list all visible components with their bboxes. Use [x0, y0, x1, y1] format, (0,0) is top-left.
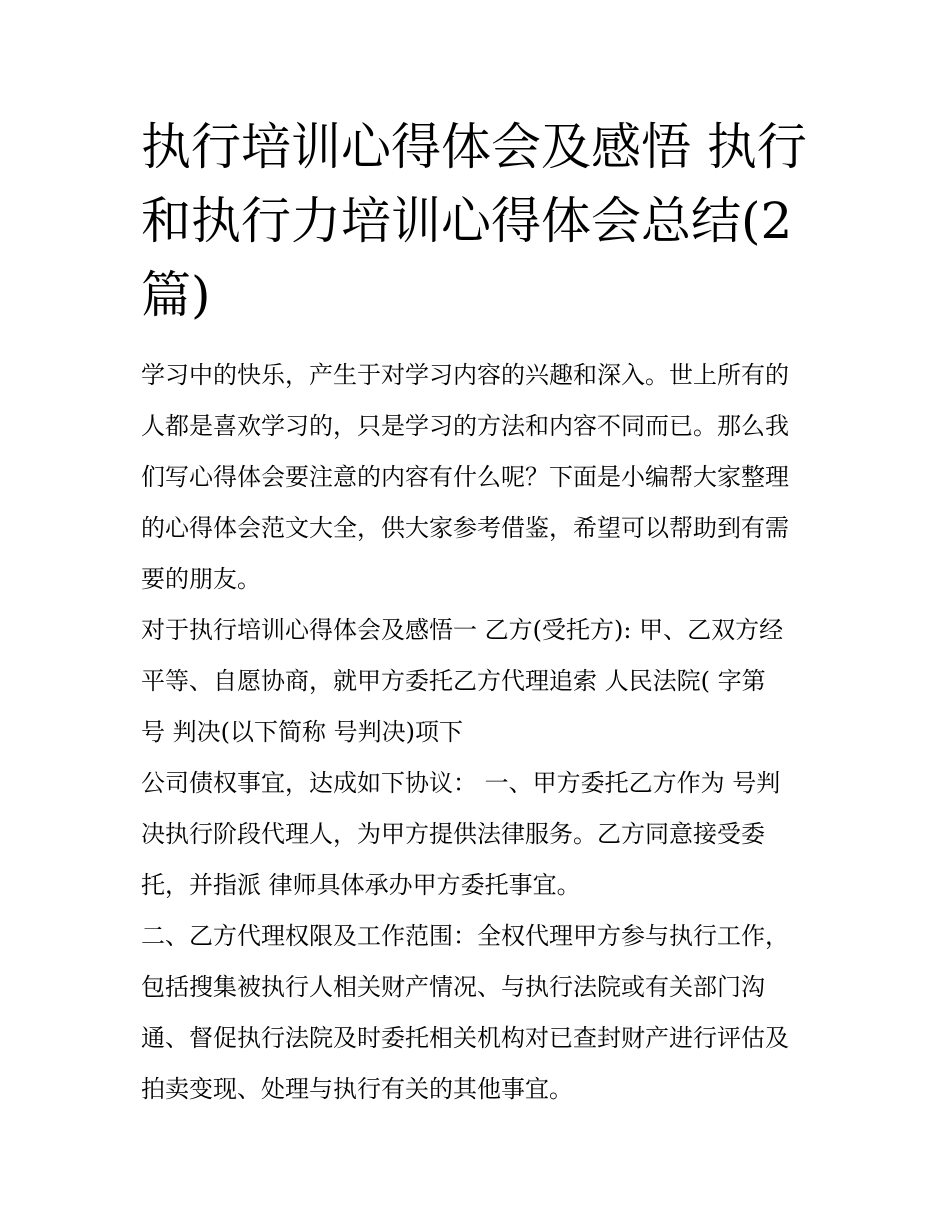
intro-paragraph: [141, 350, 821, 605]
paragraph-line: 平等、自愿协商，就甲方委托乙方代理追索 人民法院( 字第: [141, 667, 766, 695]
section-one-paragraph: [141, 605, 821, 758]
paragraph-line: 要的朋友。: [141, 565, 261, 593]
paragraph-line: 号 判决(以下简称 号判决)项下: [141, 718, 463, 746]
paragraph-line: 决执行阶段代理人，为甲方提供法律服务。乙方同意接受委: [141, 820, 765, 848]
paragraph-line: 通、督促执行法院及时委托相关机构对已查封财产进行评估及: [141, 1024, 789, 1052]
document-title: [141, 110, 821, 332]
document-body: [141, 110, 821, 1115]
paragraph-line: 包括搜集被执行人相关财产情况、与执行法院或有关部门沟: [141, 973, 765, 1001]
title-line: 和执行力培训心得体会总结(2: [141, 192, 793, 250]
paragraph-line: 的心得体会范文大全，供大家参考借鉴，希望可以帮助到有需: [141, 514, 789, 542]
paragraph-line: 们写心得体会要注意的内容有什么呢？下面是小编帮大家整理: [141, 463, 789, 491]
agreement-paragraph: [141, 758, 821, 911]
paragraph-line: 二、乙方代理权限及工作范围：全权代理甲方参与执行工作，: [141, 922, 789, 950]
paragraph-line: 公司债权事宜，达成如下协议： 一、甲方委托乙方作为 号判: [141, 769, 781, 797]
paragraph-line: 拍卖变现、处理与执行有关的其他事宜。: [141, 1075, 573, 1103]
title-line: 篇): [141, 266, 211, 324]
title-line: 执行培训心得体会及感悟 执行: [141, 118, 807, 176]
paragraph-line: 托，并指派 律师具体承办甲方委托事宜。: [141, 871, 581, 899]
paragraph-line: 学习中的快乐，产生于对学习内容的兴趣和深入。世上所有的: [141, 361, 789, 389]
scope-paragraph: [141, 911, 821, 1115]
paragraph-line: 对于执行培训心得体会及感悟一 乙方(受托方): 甲、乙双方经: [141, 616, 784, 644]
paragraph-line: 人都是喜欢学习的，只是学习的方法和内容不同而已。那么我: [141, 412, 789, 440]
